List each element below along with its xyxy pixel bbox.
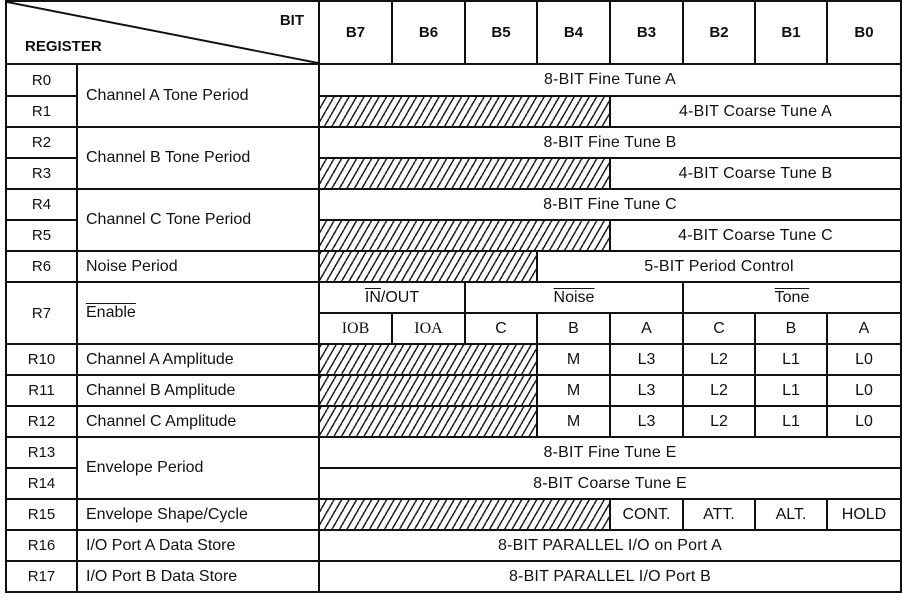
bit-alt: ALT. [755,499,827,530]
table-row [6,375,901,406]
bit-att: ATT. [683,499,755,530]
table-row [6,530,901,561]
field-fine-tune-b: 8-BIT Fine Tune B [319,127,901,158]
out-label: /OUT [380,288,420,306]
register-name-channel-c-tone: Channel C Tone Period [77,189,319,251]
bit-l1: L1 [755,344,827,375]
field-coarse-tune-c: 4-BIT Coarse Tune C [610,220,901,251]
register-id-r17: R17 [6,561,77,592]
bit-m: M [537,406,610,437]
unused-bits-hatch [319,220,610,251]
bit-header-b2: B2 [683,1,755,64]
table-row [6,64,901,96]
field-parallel-io-b: 8-BIT PARALLEL I/O Port B [319,561,901,592]
bit-header-b7: B7 [319,1,392,64]
bit-cont: CONT. [610,499,683,530]
bit-l2: L2 [683,406,755,437]
table-row [6,127,901,158]
register-id-r2: R2 [6,127,77,158]
register-name-envelope-shape: Envelope Shape/Cycle [77,499,319,530]
register-id-r7: R7 [6,282,77,344]
bit-header-b4: B4 [537,1,610,64]
register-name-channel-c-amplitude: Channel C Amplitude [77,406,319,437]
field-period-control: 5-BIT Period Control [537,251,901,282]
unused-bits-hatch [319,96,610,127]
register-name-enable [77,282,319,344]
register-name-channel-b-tone: Channel B Tone Period [77,127,319,189]
field-coarse-tune-b: 4-BIT Coarse Tune B [610,158,901,189]
field-fine-tune-e: 8-BIT Fine Tune E [319,437,901,468]
table-row [6,437,901,468]
register-id-r0: R0 [6,64,77,96]
unused-bits-hatch [319,251,537,282]
register-id-r12: R12 [6,406,77,437]
bit-iob: IOB [319,313,392,344]
field-parallel-io-a: 8-BIT PARALLEL I/O on Port A [319,530,901,561]
header-corner-cell [6,1,319,64]
bit-tone-c: C [683,313,755,344]
unused-bits-hatch [319,375,537,406]
register-id-r13: R13 [6,437,77,468]
unused-bits-hatch [319,344,537,375]
field-coarse-tune-e: 8-BIT Coarse Tune E [319,468,901,499]
field-fine-tune-a: 8-BIT Fine Tune A [319,64,901,96]
bit-tone-a: A [827,313,901,344]
bit-m: M [537,344,610,375]
bit-noise-b: B [537,313,610,344]
bit-l0: L0 [827,375,901,406]
group-tone [683,282,901,313]
header-register-label: REGISTER [25,38,102,55]
register-id-r5: R5 [6,220,77,251]
group-in-out [319,282,465,313]
bit-header-b1: B1 [755,1,827,64]
bit-l2: L2 [683,375,755,406]
field-fine-tune-c: 8-BIT Fine Tune C [319,189,901,220]
bit-noise-c: C [465,313,537,344]
register-name-port-a: I/O Port A Data Store [77,530,319,561]
bit-l1: L1 [755,375,827,406]
bit-l2: L2 [683,344,755,375]
table-row [6,344,901,375]
bit-l0: L0 [827,344,901,375]
bit-ioa: IOA [392,313,465,344]
table-row [6,189,901,220]
bit-header-b3: B3 [610,1,683,64]
register-name-channel-a-tone: Channel A Tone Period [77,64,319,127]
bit-hold: HOLD [827,499,901,530]
field-coarse-tune-a: 4-BIT Coarse Tune A [610,96,901,127]
in-label: $\overline{IN}$ [364,288,381,306]
register-id-r4: R4 [6,189,77,220]
bit-l0: L0 [827,406,901,437]
register-id-r15: R15 [6,499,77,530]
bit-l3: L3 [610,344,683,375]
register-name-noise-period: Noise Period [77,251,319,282]
register-name-envelope-period: Envelope Period [77,437,319,499]
bit-header-b0: B0 [827,1,901,64]
header-bit-label: BIT [279,12,304,29]
bit-header-b6: B6 [392,1,465,64]
bit-tone-b: B [755,313,827,344]
table-row [6,251,901,282]
register-name-channel-a-amplitude: Channel A Amplitude [77,344,319,375]
unused-bits-hatch [319,406,537,437]
register-id-r11: R11 [6,375,77,406]
table-row [6,282,901,313]
tone-label: Tone [774,288,810,306]
register-name-channel-b-amplitude: Channel B Amplitude [77,375,319,406]
register-name-port-b: I/O Port B Data Store [77,561,319,592]
unused-bits-hatch [319,499,610,530]
table-row [6,406,901,437]
table-row [6,561,901,592]
table-row [6,499,901,530]
register-id-r1: R1 [6,96,77,127]
bit-l1: L1 [755,406,827,437]
register-id-r14: R14 [6,468,77,499]
group-noise [465,282,683,313]
unused-bits-hatch [319,158,610,189]
register-id-r6: R6 [6,251,77,282]
noise-label: Noise [553,288,595,306]
bit-l3: L3 [610,406,683,437]
header-row [6,1,901,64]
bit-header-b5: B5 [465,1,537,64]
bit-l3: L3 [610,375,683,406]
enable-label: Enable [86,304,136,321]
register-id-r16: R16 [6,530,77,561]
register-id-r10: R10 [6,344,77,375]
bit-m: M [537,375,610,406]
register-id-r3: R3 [6,158,77,189]
register-table [5,0,902,593]
bit-noise-a: A [610,313,683,344]
